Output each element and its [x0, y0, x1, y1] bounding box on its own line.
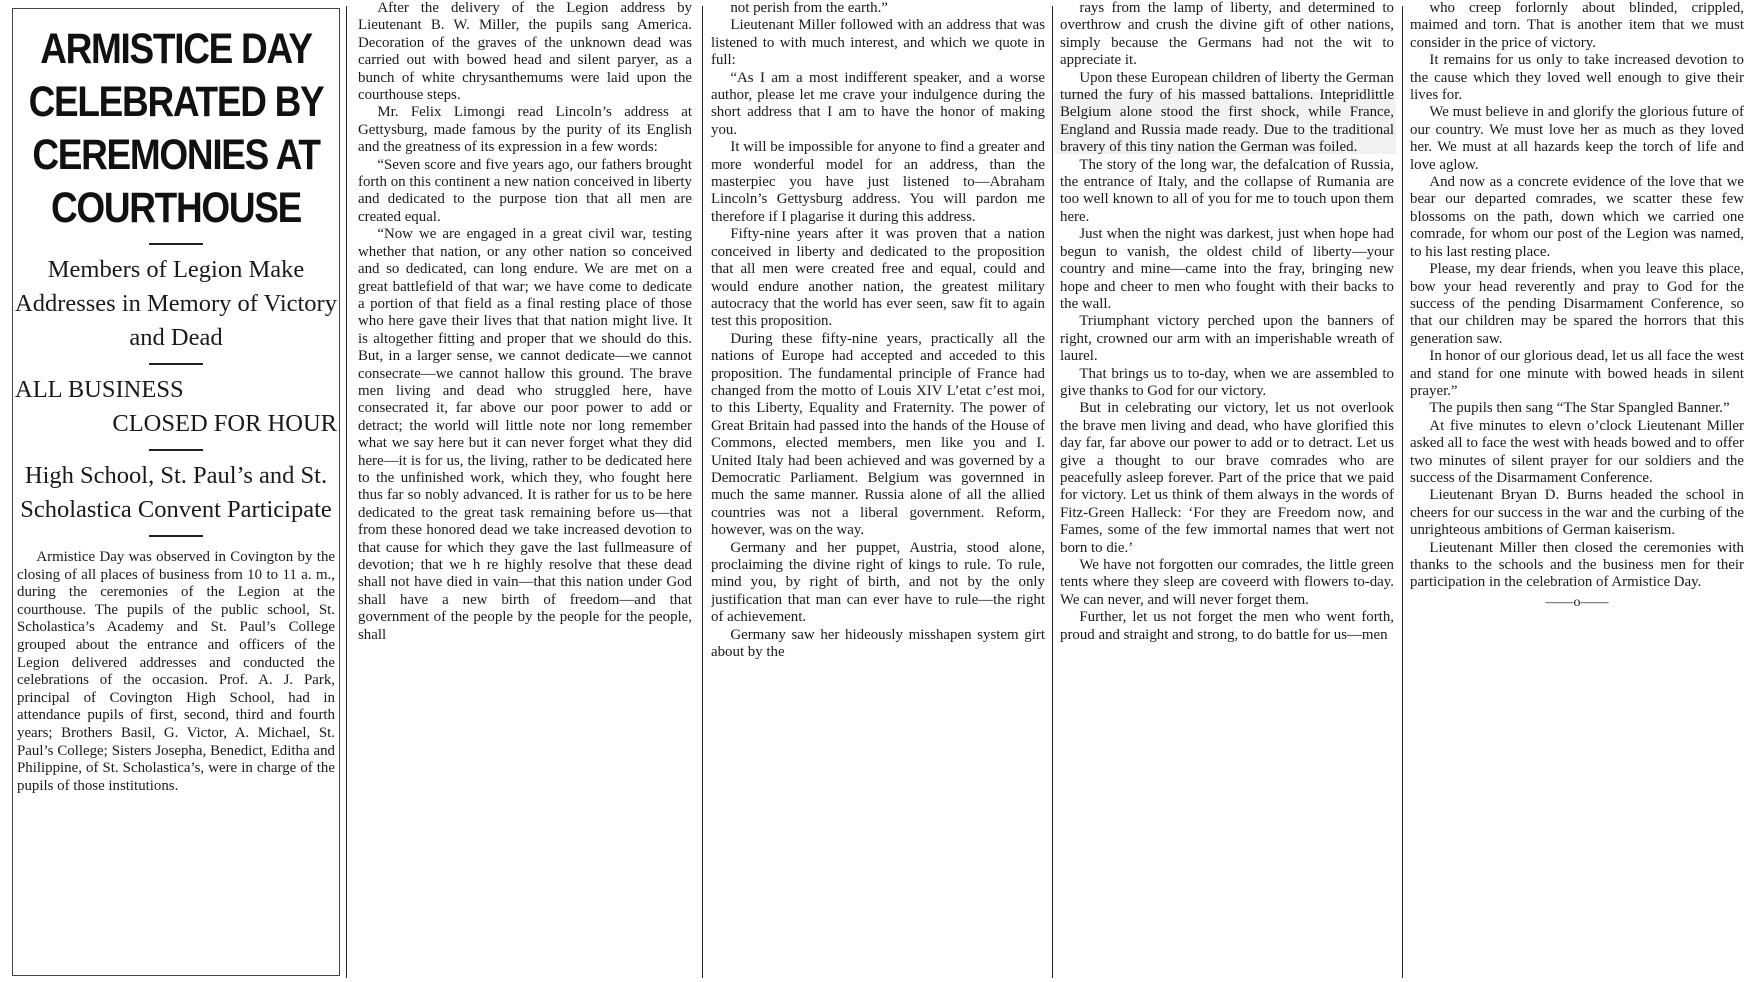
column-rule [1402, 6, 1403, 978]
deck-all-business: ALL BUSINESS [15, 376, 184, 403]
paragraph: not perish from the earth.” [730, 0, 888, 16]
article-column-2 [358, 0, 692, 982]
end-mark: ——o—— [1545, 594, 1609, 610]
paragraph: “Seven score and five years ago, our fathers brought forth on this continent a new nation conceived in liberty and dedicated to the purpose tion that all men are created equal. [358, 156, 692, 225]
paragraph: In honor of our glorious dead, let us all face the west and stand for one minute with bowed heads in silent prayer.” [1410, 348, 1744, 399]
paragraph: “As I am a most indifferent speaker, and a worse author, please let me crave your indulgence during the short address that I am to have the honor of making you. [711, 69, 1045, 138]
divider [149, 535, 203, 537]
paragraph: Germany saw her hideously misshapen system girt about by the [711, 626, 1045, 661]
paragraph: Germany and her puppet, Austria, stood alone, proclaiming the divine right of kings to rule. To rule, mind you, by right of birth, and not by the only justification that man can ever have to rule—the right of achievement. [711, 539, 1045, 626]
paragraph: The story of the long war, the defalcation of Russia, the entrance of Italy, and the collapse of Rumania are too well known to all of you for me to touch upon them here. [1060, 156, 1394, 225]
column-rule [702, 6, 703, 978]
paragraph: That brings us to to-day, when we are assembled to give thanks to God for our victory. [1060, 365, 1394, 399]
column-rule [346, 6, 347, 978]
divider [149, 243, 203, 245]
paragraph: But in celebrating our victory, let us not overlook the brave men living and dead, who have glorified this day far, far above our power to add or to detract. Let us give a thought to our brave comrades who are peacefully asleep forever. Part of the price that we paid for victory. Let us think of them always in the words of Fitz-Green Halleck: ‘For they are Freedom now, and Fames, some of the few immortal names that wert not born to die.’ [1060, 400, 1394, 556]
article-column-5 [1410, 0, 1744, 982]
deck-closed-for-hour: CLOSED FOR HOUR [112, 410, 337, 437]
paragraph: We have not forgotten our comrades, the little green tents where they sleep are coveerd with flowers to-day. We can never, and will never forget them. [1060, 557, 1394, 608]
deck-high-school: High School, St. Paul’s and St. Scholastica Convent Participate [20, 462, 332, 523]
paragraph: The pupils then sang “The Star Spangled Banner.” [1429, 400, 1730, 417]
column-rule [1052, 6, 1053, 978]
divider [149, 449, 203, 451]
paragraph: It will be impossible for anyone to find a greater and more wonderful model for an address, than the masterpiec you have just listened to—Abraham Lincoln’s Gettysburg address. You will pardon me therefore if I plagarise it during this address. [711, 139, 1045, 225]
paragraph: Triumphant victory perched upon the banners of right, crowned our arm with an imperishable wreath of laurel. [1060, 313, 1394, 365]
paragraph: Mr. Felix Limongi read Lincoln’s address at Gettysburg, made famous by the purity of its English and the greatness of its expression in a few words: [358, 104, 692, 156]
paragraph: who creep forlornly about blinded, crippled, maimed and torn. That is another item that we must consider in the price of victory. [1410, 0, 1744, 51]
lead-paragraph-block [13, 545, 339, 795]
headline: ARMISTICE DAY CELEBRATED BY CEREMONIES AT COURTHOUSE [28, 25, 324, 232]
paragraph: Lieutenant Miller followed with an address that was listened to with much interest, and which we quote in full: [711, 17, 1045, 69]
paragraph: And now as a concrete evidence of the love that we bear our departed comrades, we scatter these few blossoms on the path, down which we carried one comrade, for whom our post of the Legion was named, to his last resting place. [1410, 174, 1744, 260]
article-column-4 [1060, 0, 1394, 982]
lead-paragraph: Armistice Day was observed in Covington by the closing of all places of business from 10 to 11 a. m., during the ceremonies of the Legion at the courthouse. The pupils of the public school, St. Scholastica’s Academy and St. Paul’s College grouped about the entrance and officers of the Legion delivered addresses and conducted the celebrations of the occasion. Prof. A. J. Park, principal of Covington High School, had in attendance pupils of first, second, third and fourth years; Brothers Basil, G. Victor, A. Michael, St. Paul’s College; Sisters Josepha, Benedict, Editha and Philippine, of St. Scholastica’s, were in charge of the pupils of those institutions. [17, 549, 335, 794]
paragraph: It remains for us only to take increased devotion to the cause which they loved well enough to give their lives for. [1410, 52, 1744, 104]
divider [149, 363, 203, 365]
article-column-3 [711, 0, 1045, 982]
paragraph: Fifty-nine years after it was proven that a nation conceived in liberty and dedicated to the proposition that all men were created free and equal, could and would endure another nation, the greatest military autocracy that the world has ever seen, saw fit to again test this proposition. [711, 226, 1045, 330]
deck-members-of-legion: Members of Legion Make Addresses in Memory of Victory and Dead [15, 256, 337, 351]
paragraph: Please, my dear friends, when you leave this place, bow your head reverently and pray to God for the success of the pending Disarmament Conference, so that our children may be spared the horrors that this generation saw. [1410, 261, 1744, 347]
paragraph: During these fifty-nine years, practically all the nations of Europe had accepted and acceded to this proposition. The fundamental principle of France had changed from the motto of Louis XIV L’etat c’est moi, to this Liberty, Equality and Fraternity. The power of Great Britain had passed into the hands of the House of Commons, elected members, men like you and I. United Italy had been achieved and was governed by a Democratic Parliament. Belgium was governned in much the same manner. Russia alone of all the allied countries was not a liberal government. Reform, however, was on the way. [711, 330, 1045, 539]
paragraph: rays from the lamp of liberty, and determined to overthrow and crush the divine gift of other nations, simply because the Germans had not the wit to appreciate it. [1060, 0, 1394, 69]
paragraph: We must believe in and glorify the glorious future of our country. We must love her as much as they loved her. We must at all hazards keep the torch of life and love aglow. [1410, 104, 1744, 173]
paragraph: At five minutes to elevn o’clock Lieutenant Miller asked all to face the west with heads bowed and to offer two minutes of silent prayer for our soldiers and the success of the Disarmament Conference. [1410, 417, 1744, 486]
headline-column [12, 8, 340, 976]
paragraph: Further, let us not forget the men who went forth, proud and straight and strong, to do battle for us—men [1060, 609, 1394, 643]
paragraph: Upon these European children of liberty the German turned the fury of his massed battalions. Intepridlittle Belgium alone stood the first shock, while France, England and Russia made ready. Due to the traditional bravery of this tiny nation the German was foiled. [1060, 69, 1394, 156]
paragraph: Just when the night was darkest, just when hope had begun to vanish, the oldest child of liberty—your country and mine—came into the fray, bringing new hope and cheer to men who fought with their backs to the wall. [1060, 226, 1394, 312]
paragraph: After the delivery of the Legion address by Lieutenant B. W. Miller, the pupils sang America. Decoration of the graves of the unknown dead was carried out with bowed head and silent paryer, as a bunch of white chrysanthemums were laid upon the courthouse steps. [358, 0, 692, 104]
paragraph: Lieutenant Miller then closed the ceremonies with thanks to the schools and the business men for their participation in the celebration of Armistice Day. [1410, 539, 1744, 591]
paragraph: “Now we are engaged in a great civil war, testing whether that nation, or any other nation so conceived and so dedicated, can long endure. We are met on a great battlefield of that war; we have come to dedicate a portion of that field as a final resting place of those who here gave their lives that that nation might live. It is altogether fitting and proper that we should do this. But, in a larger sense, we cannot dedicate—we cannot consecrate—we cannot hallow this ground. The brave men living and dead who struggled here, have consecrated it, far above our poor power to add or detract; the world will little note nor long remember what we say here but it can never forget what they did here—it is for us, the living, rather to be dedicated here to the unfinished work, which they, who fought here thus far so nobly advanced. It is rather for us to be here dedicated to the great task remaining before us—that from these honored dead we take increased devotion to that cause for which they gave the last fullmeasure of devotion; that we h re highly resolve that these dead shall not have died in vain—that this nation under God shall have a new birth of freedom—and that government of the people by the people for the people, shall [358, 226, 692, 643]
paragraph: Lieutenant Bryan D. Burns headed the school in cheers for our success in the war and the curbing of the unrighteous ambitions of German kaiserism. [1410, 487, 1744, 539]
